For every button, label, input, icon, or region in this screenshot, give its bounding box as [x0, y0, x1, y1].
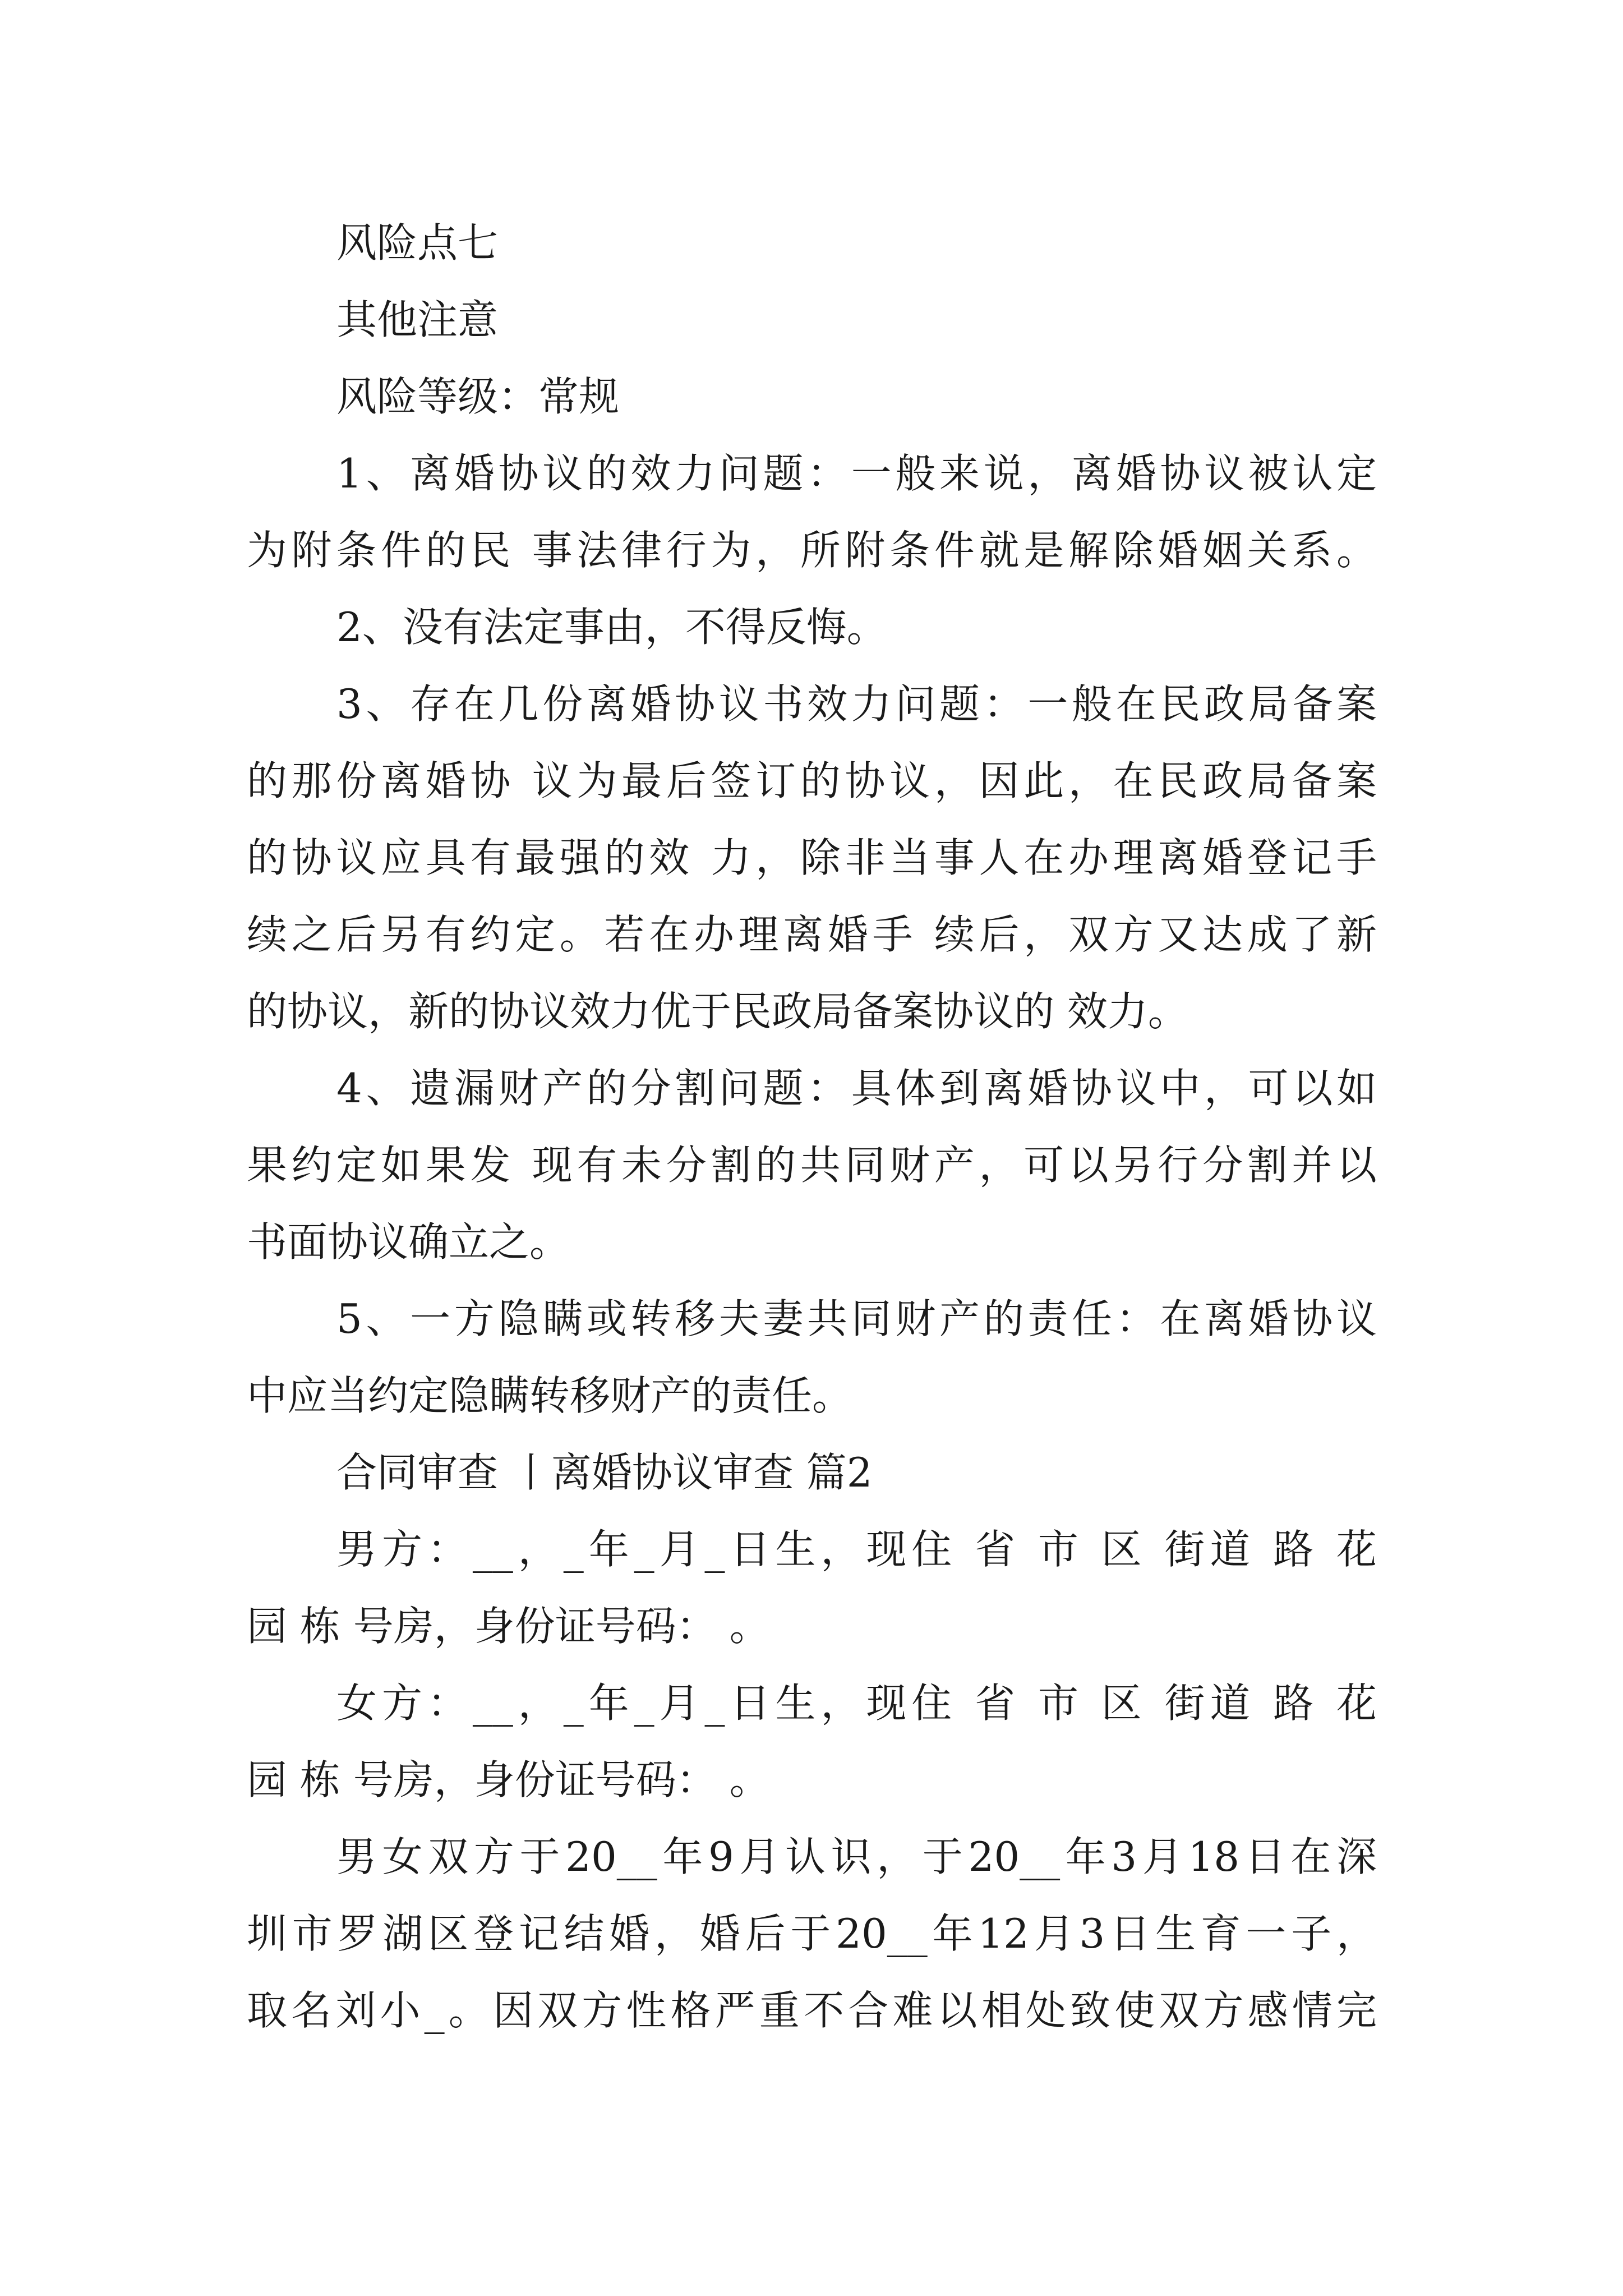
paragraph-line: 男女双方于20__年9月认识，于20__年3月18日在深: [336, 1833, 1377, 1880]
paragraph-line: 中应当约定隐瞒转移财产的责任。: [247, 1372, 853, 1419]
paragraph-line: 取名刘小_。因双方性格严重不合难以相处致使双方感情完: [247, 1987, 1377, 2034]
paragraph-line: 果约定如果发 现有未分割的共同财产，可以另行分割并以: [247, 1142, 1377, 1189]
paragraph-line: 园 栋 号房，身份证号码： 。: [247, 1603, 770, 1650]
paragraph-line: 男方：__，_年_月_日生，现住 省 市 区 街道 路 花: [336, 1526, 1377, 1573]
paragraph-line: 女方：__，_年_月_日生，现住 省 市 区 街道 路 花: [336, 1680, 1377, 1727]
heading-other-notes: 其他注意: [336, 296, 499, 343]
paragraph-line: 3、存在几份离婚协议书效力问题：一般在民政局备案: [336, 680, 1377, 728]
paragraph-line: 的协议，新的协议效力优于民政局备案协议的 效力。: [247, 988, 1188, 1035]
risk-level-label: 风险等级：常规: [336, 373, 620, 420]
paragraph-line: 4、遗漏财产的分割问题：具体到离婚协议中，可以如: [336, 1065, 1377, 1112]
section-title: 合同审查 丨离婚协议审查 篇2: [336, 1449, 873, 1496]
paragraph-line: 的协议应具有最强的效 力，除非当事人在办理离婚登记手: [247, 834, 1377, 881]
paragraph-line: 圳市罗湖区登记结婚，婚后于20__年12月3日生育一子，: [247, 1910, 1377, 1957]
paragraph-line: 书面协议确立之。: [247, 1218, 570, 1266]
paragraph-line: 5、一方隐瞒或转移夫妻共同财产的责任：在离婚协议: [336, 1295, 1377, 1342]
paragraph-line: 为附条件的民 事法律行为，所附条件就是解除婚姻关系。: [247, 527, 1377, 574]
paragraph-line: 1、离婚协议的效力问题：一般来说，离婚协议被认定: [336, 450, 1377, 497]
paragraph-line: 的那份离婚协 议为最后签订的协议，因此，在民政局备案: [247, 757, 1377, 804]
heading-risk-point: 风险点七: [336, 219, 499, 266]
paragraph-line: 2、没有法定事由，不得反悔。: [336, 604, 887, 651]
paragraph-line: 续之后另有约定。若在办理离婚手 续后，双方又达成了新: [247, 911, 1377, 958]
paragraph-line: 园 栋 号房，身份证号码： 。: [247, 1756, 770, 1803]
